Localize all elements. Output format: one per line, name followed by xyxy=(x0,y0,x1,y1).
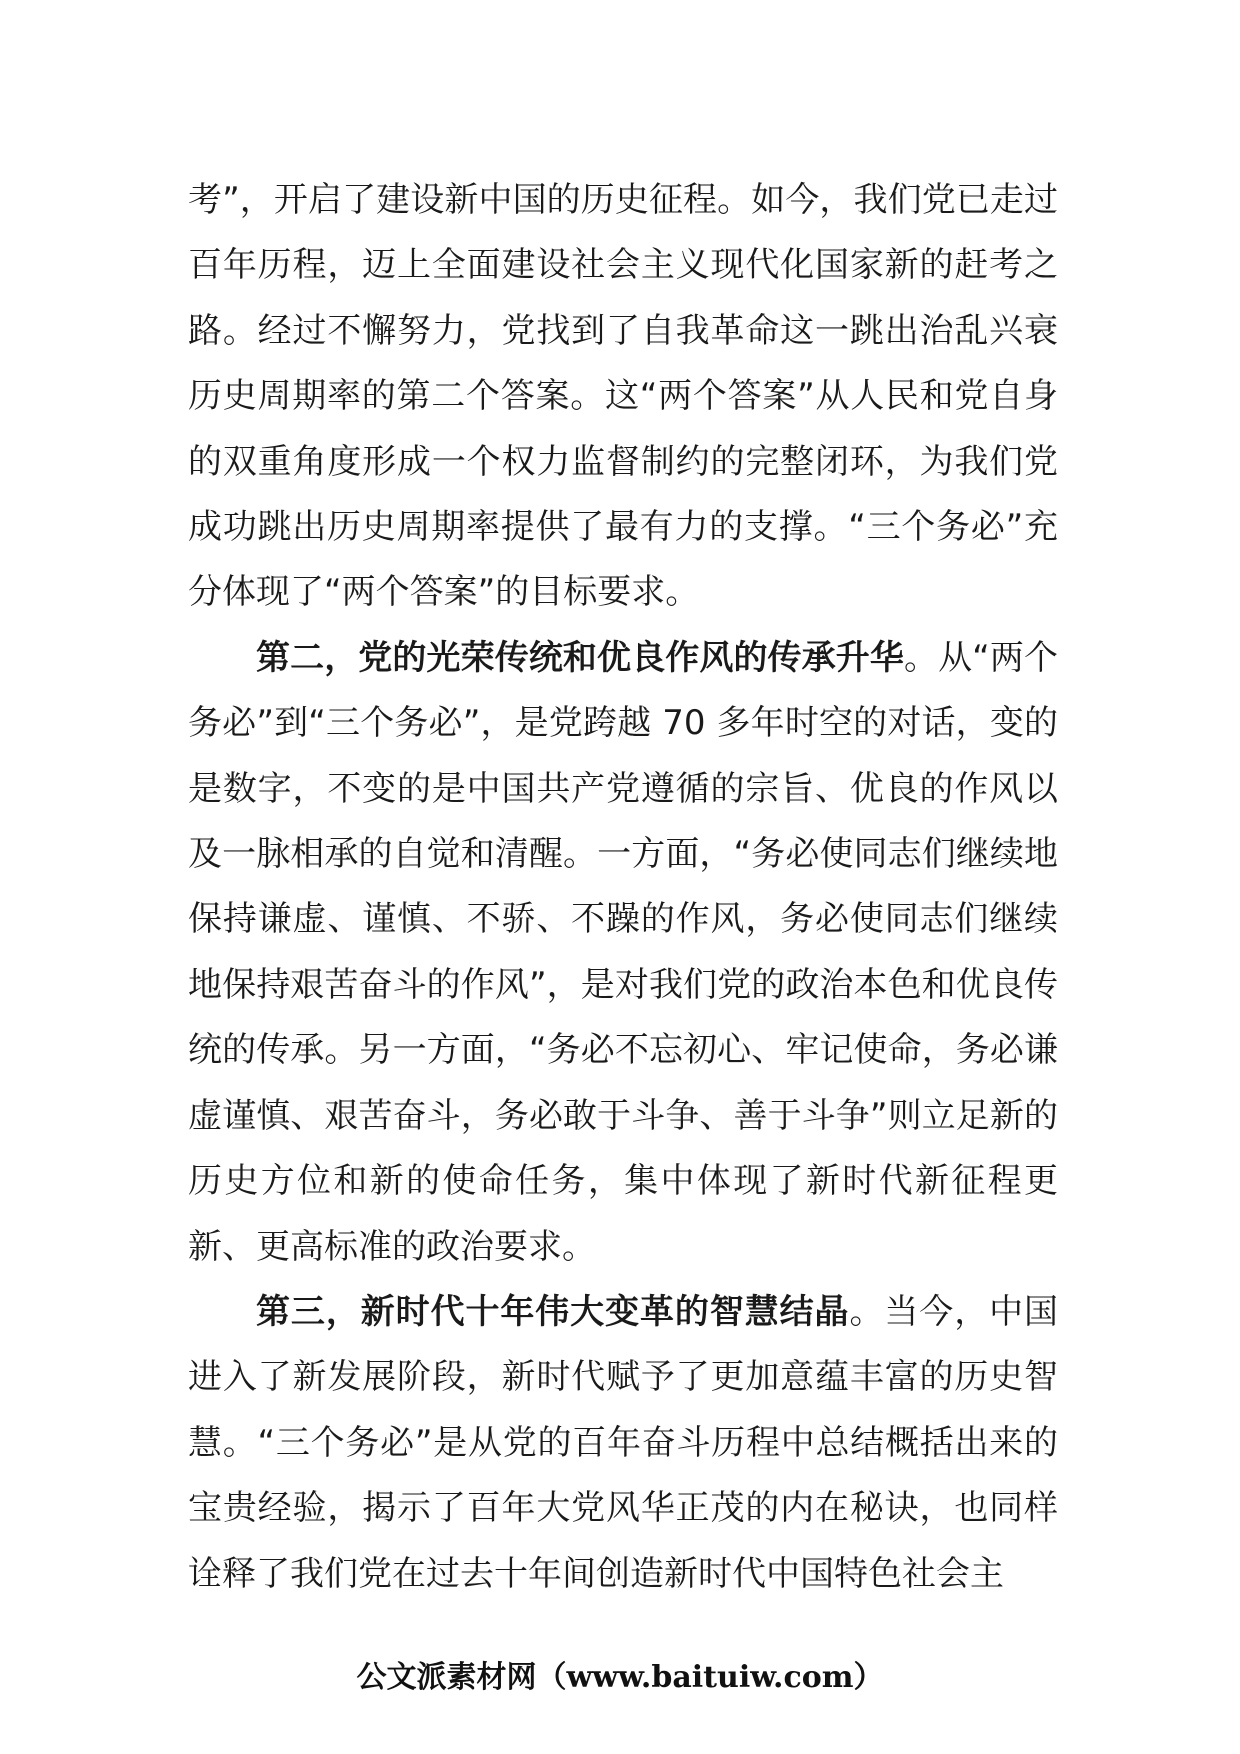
paragraph-second-point xyxy=(188,626,1058,1280)
document-body xyxy=(188,168,1058,1607)
paragraph-text: 。当今，中国进入了新发展阶段，新时代赋予了更加意蕴丰富的历史智慧。“三个务必”是从党的百年奋斗历程中总结概括出来的宝贵经验，揭示了百年大党风华正茂的内在秘诀，也同样诠释了我们党在过去十年间创造新时代中国特色社会主 xyxy=(188,1291,1059,1594)
paragraph-third-point xyxy=(188,1280,1058,1607)
paragraph-continuation xyxy=(188,168,1058,626)
page-footer: 公文派素材网（www.baituiw.com） xyxy=(356,1660,884,1695)
paragraph-heading: 第三，新时代十年伟大变革的智慧结晶 xyxy=(256,1291,850,1332)
paragraph-text: 考”，开启了建设新中国的历史征程。如今，我们党已走过百年历程，迈上全面建设社会主义现代化国家新的赶考之路。经过不懈努力，党找到了自我革命这一跳出治乱兴衰历史周期率的第二个答案。这“两个答案”从人民和党自身的双重角度形成一个权力监督制约的完整闭环，为我们党成功跳出历史周期率提供了最有力的支撑。“三个务必”充分体现了“两个答案”的目标要求。 xyxy=(188,180,1058,613)
paragraph-text: 。从“两个务必”到“三个务必”，是党跨越 70 多年时空的对话，变的是数字，不变的是中国共产党遵循的宗旨、优良的作风以及一脉相承的自觉和清醒。一方面，“务必使同志们继续地保持谦虚、谨慎、不骄、不躁的作风，务必使同志们继续地保持艰苦奋斗的作风”，是对我们党的政治本色和优良传统的传承。另一方面，“务必不忘初心、牢记使命，务必谦虚谨慎、艰苦奋斗，务必敢于斗争、善于斗争”则立足新的历史方位和新的使命任务，集中体现了新时代新征程更新、更高标准的政治要求。 xyxy=(188,637,1058,1267)
paragraph-heading: 第二，党的光荣传统和优良作风的传承升华 xyxy=(256,637,904,678)
